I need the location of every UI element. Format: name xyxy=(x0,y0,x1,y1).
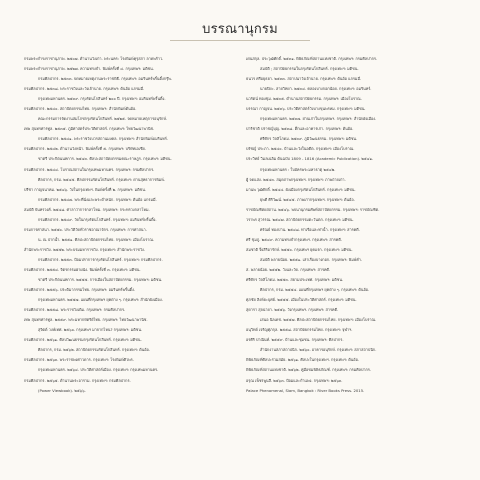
bibliography-entry: ศุภชัย สิงห์ยะบุศย์. ๒๕๕๕. เมืองในประวัติศาสตร์. กรุงเทพฯ: มติชน. xyxy=(246,297,357,303)
bibliography-entry: สำนักงานสภาสถาปนิก. ๒๕๖๐. อาคารอนุรักษ์. กรุงเทพฯ: สภาสถาปนิก. xyxy=(260,347,377,353)
bibliography-entry: กรมศิลปากร. ๒๕๓๘. พระราชวังและวังเจ้านาย. กรุงเทพฯ: ต้นอ้อ แกรมมี่. xyxy=(24,86,145,92)
bibliography-entry: เทพ สุนทรศารทูล. ๒๕๕๙. พระมหากษัตริย์ไทย. กรุงเทพฯ: ไทยวัฒนาพานิช. xyxy=(24,317,148,323)
bibliography-entry: ศรัณย์ ทองปาน. ๒๕๔๘. ท่าเรือและท่าน้ำ. กรุงเทพฯ: สารคดี. xyxy=(260,226,360,232)
bibliography-entry: อรุณ เพ็ชรพูนสี. ๒๕๖๓. ป้อมและกำแพง. กรุงเทพฯ: ๒๕๖๓. xyxy=(246,377,343,383)
bibliography-entry: พิพิธภัณฑ์ศิลปะร่วมสมัย. ๒๕๖๑. ศิลปะในกรุงเทพฯ. กรุงเทพฯ: ต้นอ้อ. xyxy=(246,357,360,363)
bibliography-entry: นายปิยะ. สายวิทยา. ๒๕๓๔. คลองบางกอกน้อย. กรุงเทพฯ: อมรินทร์. xyxy=(260,86,372,92)
bibliography-entry: กรุงเทพมหานคร : ใบอัครพระมหาธาตุ ๒๕๔๒. xyxy=(260,166,336,172)
bibliography-entry: สำนักพระราชวัง. ๒๕๕๒. พระบรมมหาราชวัง. กรุงเทพฯ: สำนักพระราชวัง. xyxy=(24,246,146,252)
bibliography-entry: ผู้ จดแสง. ๒๕๔๓. สมุดภาพกรุงเทพฯ. กรุงเทพฯ: ภาพถ่ายเก่า. xyxy=(246,176,346,182)
title-underline xyxy=(170,40,310,41)
bibliography-entry: ปรัชญ์ ประภา. ๒๕๔๐. บ้านและวังในอดีต. กรุงเทพฯ: เมืองโบราณ. xyxy=(246,146,355,152)
page-title: บรรณานุกรม xyxy=(202,22,278,37)
bibliography-entry: ยุพดี ศิริวัฒน์. ๒๕๔๕. ภาพเก่ากรุงเทพฯ. กรุงเทพฯ: ต้นอ้อ. xyxy=(260,196,355,202)
bibliography-entry: (Power Viewbook). ๒๕๖๖. xyxy=(38,387,86,393)
bibliography-entry: ศิลปากร, กรม. ๒๕๖๒. สถาปัตยกรรมรัตนโกสินทร์. กรุงเทพฯ: ต้นอ้อ. xyxy=(38,347,150,353)
bibliography-entry: ธนวร ศรีอยุธยา. ๒๕๓๓. สถาปนาวังเจ้านาย. กรุงเทพฯ: ต้นอ้อ แกรมมี่. xyxy=(246,76,362,82)
bibliography-entry: พิพิธภัณฑ์สถานแห่งชาติ. ๒๕๖๒. คู่มือชมพิพิธภัณฑ์. กรุงเทพฯ: กรมศิลปากร. xyxy=(246,367,372,373)
bibliography-entry: ประวิทย์ วิมลเฉลิม ต้นฉบับ 1809 - 1816 (Academic Publication). ๒๕๔๑. xyxy=(246,156,374,162)
bibliography-entry: กรมพระดำรงราชานุภาพ. ๒๕๒๗. ความทรงจำ. พิมพ์ครั้งที่ ๔. กรุงเทพฯ: มติชน. xyxy=(24,66,154,72)
bibliography-entry: กรมศิลปากร. ๒๕๕๓. ป้อมปราการกรุงรัตนโกสินทร์. กรุงเทพฯ: กรมศิลปากร. xyxy=(38,256,163,262)
bibliography-entry: ศรี ชุมภู. ๒๕๔๙. ความทรงจำกรุงเทพฯ. กรุงเทพฯ: สารคดี. xyxy=(246,236,343,242)
bibliography-entry: กรมศิลปากร. ๒๕๔๑. พระราชวังบวรสถานมงคล. กรุงเทพฯ: สำนักพิมพ์อมรินทร์. xyxy=(38,136,168,142)
bibliography-entry: กรมศิลปากร. ๒๕๕๘. พระราชวังเดิม. กรุงเทพฯ: กรมศิลปากร. xyxy=(24,307,126,313)
bibliography-entry: กรมศิลปากร. ๒๕๓๓. จดหมายเหตุงานพระราชพิธี. กรุงเทพฯ: อมรินทร์พริ้นติ้งกรุ๊พ. xyxy=(38,76,172,82)
bibliography-entry: นวรัตน์ ทองชุม. ๒๕๓๕. ตำนานสถาปัตยกรรม. กรุงเทพฯ: เมืองโบราณ. xyxy=(246,96,362,102)
bibliography-column-right xyxy=(246,54,458,396)
bibliography-entry: ปาริชาติ ปราชญ์บุญ. ๒๕๓๘. ตึกและอาคารเก่า. กรุงเทพฯ: ต้นอ้อ. xyxy=(246,126,354,132)
bibliography-entry: กรมศิลปากร. ๒๕๕๖. ประติมากรรมไทย. กรุงเทพฯ: อมรินทร์พริ้นติ้ง. xyxy=(24,287,136,293)
bibliography-entry: ศิลปากร, กรม. ๒๕๕๔. แผนที่กรุงเทพฯ ยุคต่าง ๆ. กรุงเทพฯ: ต้นอ้อ. xyxy=(260,287,370,293)
bibliography-entry: กรมศิลปากร. ๒๕๖๕. ตำนานพระอาราม. กรุงเทพฯ: กรมศิลปากร. xyxy=(24,377,131,383)
bibliography-entry: กรมศิลปากร. ๒๕๔๐. สถาปัตยกรรมไทย. กรุงเทพฯ: สำนักพิมพ์ต้นอ้อ. xyxy=(24,106,137,112)
bibliography-entry: อนุวิทย์ เจริญศุภกุล. ๒๕๕๘. สถาปัตยกรรมไทย. กรุงเทพฯ: จุฬาฯ. xyxy=(246,327,353,333)
bibliography-entry: ศิลปากร, กรม. ๒๕๔๕. ศิลปกรรมรัตนโกสินทร์. กรุงเทพฯ: ด่านสุทธาการพิมพ์. xyxy=(38,176,165,182)
bibliography-entry: กรมศิลปากร. ๒๕๔๙. วัดในกรุงรัตนโกสินทร์. กรุงเทพฯ: อมรินทร์พริ้นติ้ง. xyxy=(38,216,157,222)
bibliography-entry: น. ณ ปากน้ำ. ๒๕๕๑. ศิลปะสถาปัตยกรรมไทย. กรุงเทพฯ: เมืองโบราณ. xyxy=(38,236,155,242)
bibliography-entry: เทพ สุนทรศารทูล. ๒๕๓๕. ภูมิศาสตร์ประวัติศาสตร์. กรุงเทพฯ: ไทยวัฒนาพานิช. xyxy=(24,126,155,132)
bibliography-entry: กรุงเทพมหานคร. ๒๕๖๔. ประวัติศาสตร์เมือง. กรุงเทพฯ: กรุงเทพมหานคร. xyxy=(38,367,159,373)
bibliography-entry: กรมศิลปากร. ๒๕๖๑. ศิลปวัฒนธรรมกรุงรัตนโกสินทร์. กรุงเทพฯ: มติชน. xyxy=(24,337,142,343)
bibliography-entry: กรมศิลปากร. ๒๕๔๔. โบราณสถานในกรุงเทพมหานคร. กรุงเทพฯ: กรมศิลปากร. xyxy=(24,166,155,172)
bibliography-entry: ส. พลายน้อย. ๒๕๕๒. วังและวัด. กรุงเทพฯ: สารคดี. xyxy=(246,266,331,272)
bibliography-entry: กรมศิลปากร. ๒๕๔๒. ตำนานวังหน้า. พิมพ์ครั้งที่ ๕. กรุงเทพฯ: บริษัทเอเชีย. xyxy=(24,146,146,152)
bibliography-entry: กรุงเทพมหานคร. ๒๕๕๗. แผนที่กรุงเทพฯ ยุคต่าง ๆ. กรุงเทพฯ: สำนักผังเมือง. xyxy=(38,297,163,303)
bibliography-entry: วราพร สุวรรณ. ๒๕๔๗. สถาปัตยกรรมตะวันตก. กรุงเทพฯ: มติชน. xyxy=(246,216,354,222)
bibliography-entry: สุจิตต์ วงษ์เทศ. ๒๕๖๐. กรุงเทพฯ มาจากไหน? กรุงเทพฯ: มติชน. xyxy=(38,327,143,333)
bibliography-entry: ชาตรี ประกิตนนทการ. ๒๕๔๓. ศิลปะสถาปัตยกรรมคณะราษฎร. กรุงเทพฯ: มติชน. xyxy=(38,156,172,162)
bibliography-entry: บรรณา กาญจน. ๒๕๓๖. ประวัติศาสตร์วังบางขุนพรหม. กรุงเทพฯ: มติชน. xyxy=(246,106,366,112)
bibliography-entry: กรมพระดำรงราชานุภาพ. ๒๕๐๗. ตำนานวังเก่า. พระนคร: โรงพิมพ์คุรุสภา ลาดพร้าว. xyxy=(24,56,164,61)
bibliography-entry: เด่นสกุล. ประวุฒิศักดิ์. ๒๕๓๑. พิพิธภัณฑ์สถานแห่งชาติ. กรุงเทพฯ: กรมศิลปากร. xyxy=(246,56,378,61)
bibliography-entry: คณะกรรมการจัดงานสมโภชกรุงรัตนโกสินทร์. ๒๕๒๕. จดหมายเหตุการอนุรักษ์. xyxy=(38,116,168,122)
bibliography-entry: สุดารา สุจฉายา. ๒๕๕๖. วังกรุงเทพฯ. กรุงเทพฯ: สารคดี. xyxy=(246,307,339,313)
bibliography-entry: ศรีศักร วัลลิโภดม. ๒๕๕๓. สยามประเทศ. กรุงเทพฯ: มติชน. xyxy=(246,277,344,283)
bibliography-entry: กรมศิลปากร. ๒๕๕๔. จิตรกรรมฝาผนัง. พิมพ์ครั้งที่ ๓. กรุงเทพฯ: มติชน. xyxy=(24,266,141,272)
bibliography-entry: กรุงเทพมหานคร. ๒๕๓๙. กรุงรัตนโกสินทร์ ๒๐๐ ปี. กรุงเทพฯ: อมรินทร์พริ้นติ้ง. xyxy=(38,96,166,102)
bibliography-entry: สมบัติ พลายน้อย. ๒๕๕๑. เล่าเรื่องบางกอก. กรุงเทพฯ: พิมพ์คำ. xyxy=(260,256,363,262)
bibliography-entry: สมบัติ จันทรวงศ์. ๒๕๔๘. ศาลาว่าการกลาโหม. กรุงเทพฯ: กระทรวงกลาโหม. xyxy=(24,206,150,212)
bibliography-entry: สมบัติ ; สถาปัตยกรรมในกรุงรัตนโกสินทร์. กรุงเทพฯ: มติชน. xyxy=(260,66,359,72)
bibliography-entry: ปรีชา กาญจนาคม. ๒๕๔๖. วังในกรุงเทพฯ. พิมพ์ครั้งที่ ๒. กรุงเทพฯ: มติชน. xyxy=(24,186,147,192)
bibliography-entry: กรุงเทพมหานคร. ๒๕๓๗. ย่านเก่าในกรุงเทพฯ. กรุงเทพฯ: สำนักผังเมือง. xyxy=(260,116,377,122)
bibliography-column-left xyxy=(24,54,236,396)
bibliography-entry: ราชบัณฑิตยสถาน. ๒๕๔๖. พจนานุกรมศัพท์สถาปัตยกรรม. กรุงเทพฯ: ราชบัณฑิต. xyxy=(246,206,380,212)
bibliography-entry: สมชาติ จึงสิริอารักษ์. ๒๕๕๐. กรุงเทพฯ ยุคแรก. กรุงเทพฯ: มติชน. xyxy=(246,246,353,252)
bibliography-entry: กรมศิลปากร. ๒๕๖๓. พระราชพงศาวดาร. กรุงเทพฯ: โรงพิมพ์ศิวพร. xyxy=(24,357,134,363)
bibliography-entry: กรมศิลปากร. ๒๕๔๗. พระที่นั่งและพระตำหนัก. กรุงเทพฯ: ต้นอ้อ แกรมมี่. xyxy=(38,196,157,202)
bibliography-entry: ชาตรี ประกิตนนทการ. ๒๕๕๕. การเมืองในสถาปัตยกรรม. กรุงเทพฯ: มติชน. xyxy=(38,277,163,283)
bibliography-entry: อรศิริ ปาณินท์. ๒๕๕๙. บ้านและชุมชน. กรุงเทพฯ: ศิลปากร. xyxy=(246,337,344,343)
bibliography-entry: เสนอ นิลเดช. ๒๕๕๗. ศิลปะสถาปัตยกรรมไทย. กรุงเทพฯ: เมืองโบราณ. xyxy=(260,317,377,323)
bibliography-entry: ศรีศักร วัลลิโภดม. ๒๕๓๙. ภูมิวัฒนธรรม. กรุงเทพฯ: มติชน. xyxy=(260,136,358,142)
bibliography-entry: Palace Phenomenal, Siam, Bangkok : River Books Press. 2015. xyxy=(246,387,365,393)
bibliography-entry: มานพ วุฒิศักดิ์. ๒๕๔๔. ผังเมืองกรุงรัตนโกสินทร์. กรุงเทพฯ: มติชน. xyxy=(246,186,356,192)
bibliography-entry: กรมการศาสนา. ๒๕๕๐. ประวัติวัดทั่วราชอาณาจักร. กรุงเทพฯ: การศาสนา. xyxy=(24,226,147,232)
